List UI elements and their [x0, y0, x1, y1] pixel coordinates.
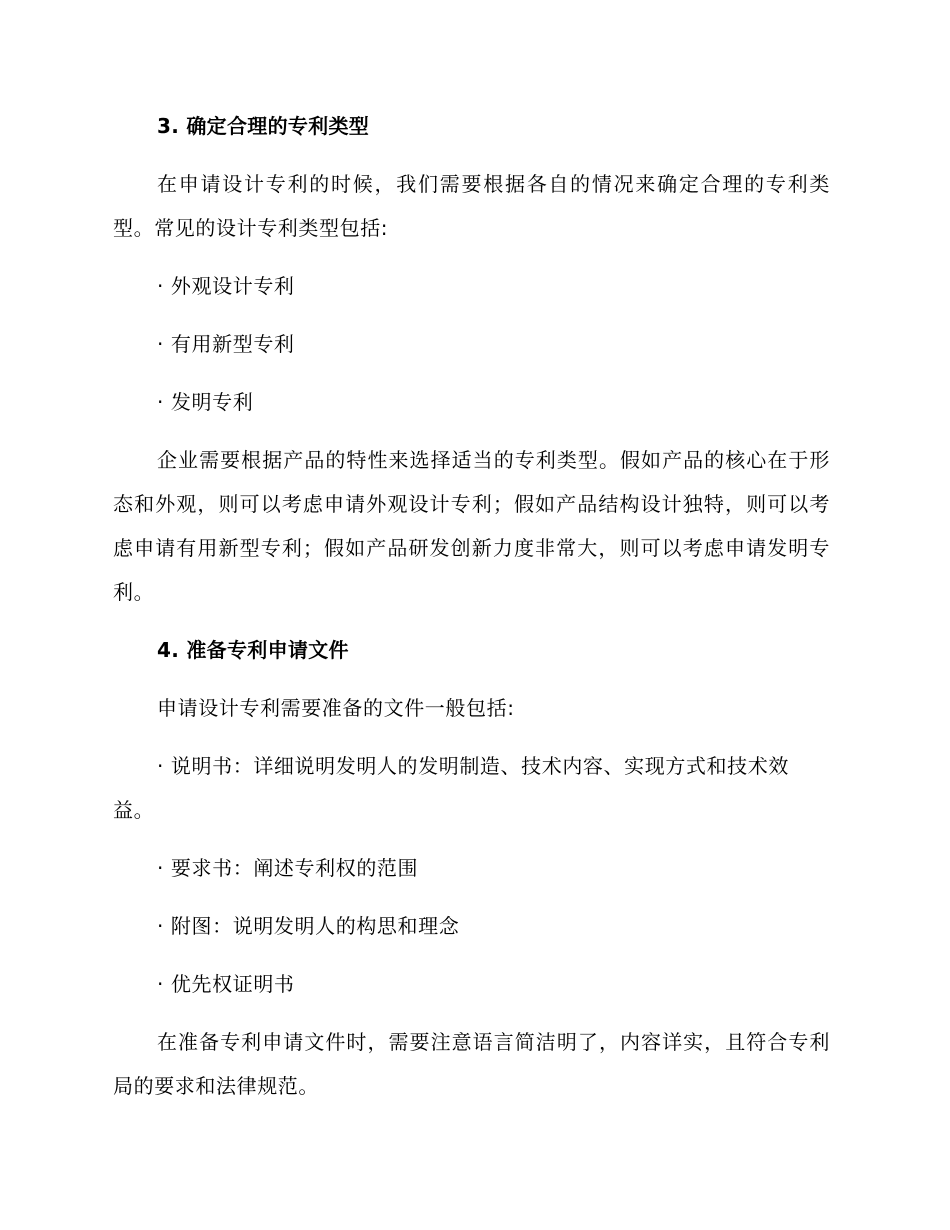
section-3-item: · 有用新型专利 [157, 332, 295, 356]
section-3-conclusion: 企业需要根据产品的特性来选择适当的专利类型。假如产品的核心在于形态和外观，则可以考虑申请外观设计专利；假如产品结构设计独特，则可以考虑申请有用新型专利；假如产品研发创新力度非常大，则可以考虑申请发明专利。 [113, 448, 830, 604]
document-body [113, 104, 830, 1122]
section-4-conclusion: 在准备专利申请文件时，需要注意语言简洁明了，内容详实，且符合专利局的要求和法律规范。 [113, 1030, 830, 1098]
section-4-item: · 附图：说明发明人的构思和理念 [157, 914, 460, 938]
section-3-item: · 外观设计专利 [157, 274, 295, 298]
section-3-item: · 发明专利 [157, 390, 254, 414]
section-4-item: · 优先权证明书 [157, 972, 295, 996]
section-4-heading: 4. 准备专利申请文件 [157, 638, 349, 662]
section-4-item: · 要求书：阐述专利权的范围 [157, 856, 419, 880]
section-3-intro: 在申请设计专利的时候，我们需要根据各自的情况来确定合理的专利类型。常见的设计专利类型包括: [113, 172, 830, 240]
section-3-heading: 3. 确定合理的专利类型 [157, 114, 370, 138]
section-4-item: · 说明书：详细说明发明人的发明制造、技术内容、实现方式和技术效益。 [113, 754, 789, 822]
section-4-intro: 申请设计专利需要准备的文件一般包括: [157, 696, 515, 720]
